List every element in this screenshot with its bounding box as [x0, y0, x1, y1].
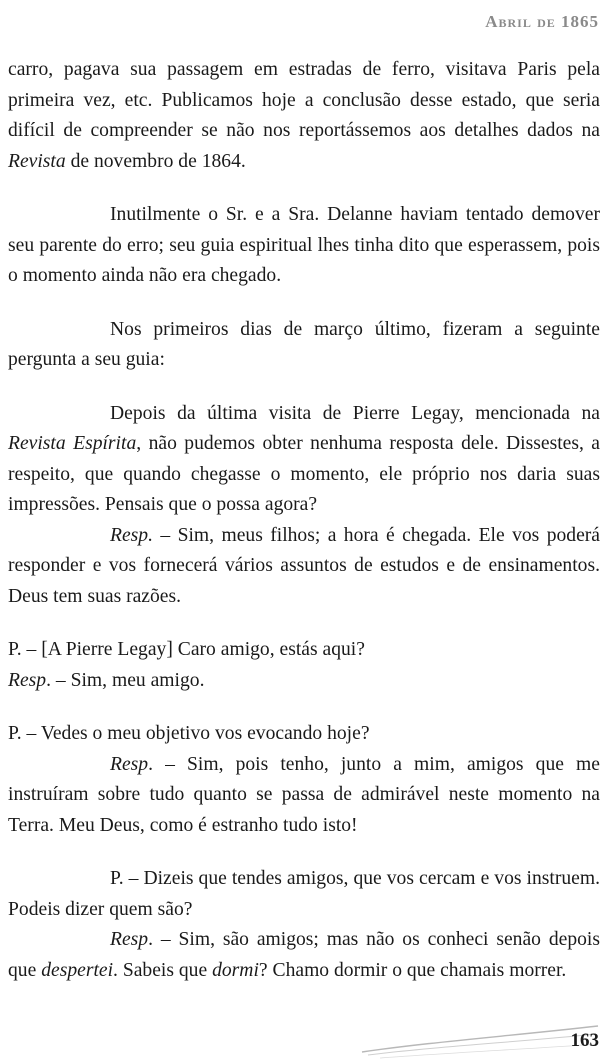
page-body — [8, 55, 600, 986]
footer-swoosh-ornament — [360, 1022, 600, 1062]
paragraph-1: carro, pagava sua passagem em estradas de ferro, visitava Paris pela primeira vez, etc. Publicamos hoje a conclusão desse estado, que seria difícil de compreender se não nos reportássemos aos detalhes dados na Revista de novembro de 1864. — [8, 59, 600, 172]
page-number: 163 — [570, 1030, 599, 1051]
paragraph-2: Inutilmente o Sr. e a Sra. Delanne haviam tentado demover seu parente do erro; seu guia espiritual lhes tinha dito que esperassem, pois o momento ainda não era chegado. — [8, 204, 600, 286]
paragraph-3: Nos primeiros dias de março último, fizeram a seguinte pergunta a seu guia: — [8, 318, 600, 370]
question-2: P. – Vedes o meu objetivo vos evocando hoje? — [8, 723, 370, 744]
answer-2: Resp. – Sim, pois tenho, junto a mim, amigos que me instruíram sobre tudo quanto se passa de admirável neste momento na Terra. Meu Deus, como é estranho tudo isto! — [8, 753, 600, 836]
question-1: P. – [A Pierre Legay] Caro amigo, estás aqui? — [8, 639, 365, 660]
running-header: Abril de 1865 — [485, 12, 599, 31]
answer-1: Resp. – Sim, meu amigo. — [8, 669, 205, 691]
paragraph-5: Resp. – Sim, meus filhos; a hora é chegada. Ele vos poderá responder e vos fornecerá vários assuntos de estudos e de ensinamentos. Deus tem suas razões. — [8, 524, 600, 607]
question-3: P. – Dizeis que tendes amigos, que vos cercam e vos instruem. Podeis dizer quem são? — [8, 868, 600, 920]
answer-3: Resp. – Sim, são amigos; mas não os conheci senão depois que despertei. Sabeis que dormi? Chamo dormir o que chamais morrer. — [8, 929, 600, 981]
paragraph-4: Depois da última visita de Pierre Legay, mencionada na Revista Espírita, não pudemos obter nenhuma resposta dele. Dissestes, a respeito, que quando chegasse o momento, ele próprio nos daria suas impressões. Pensais que o possa agora? — [8, 402, 600, 515]
